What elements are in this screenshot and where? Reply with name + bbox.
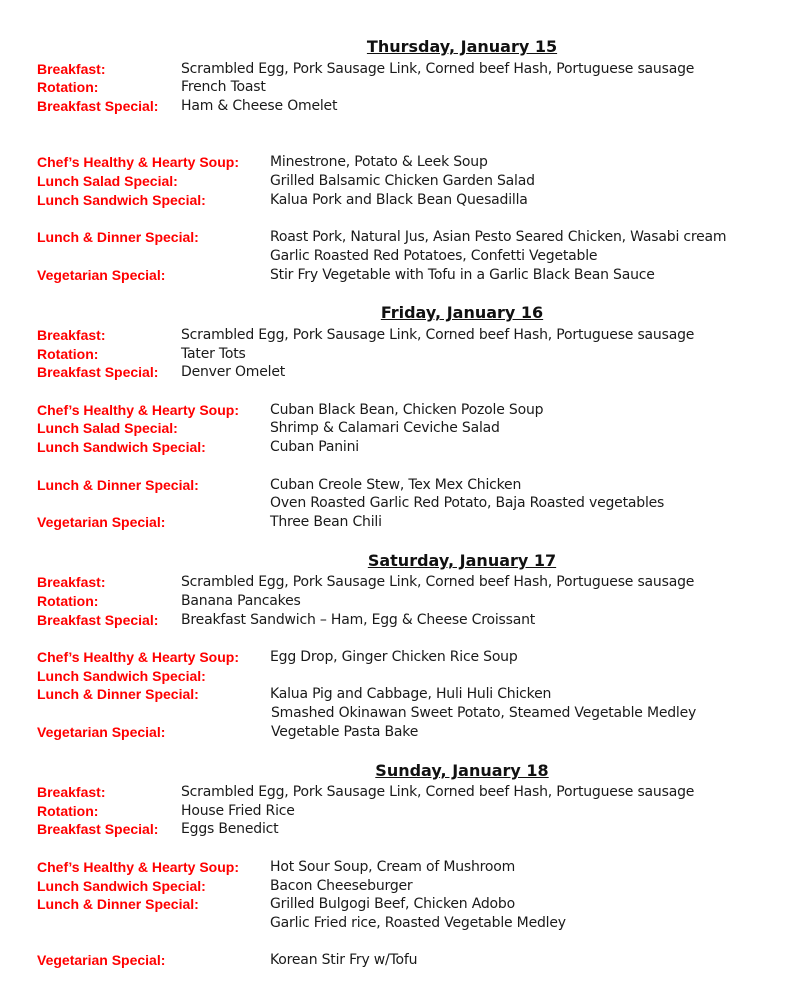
lunch-dinner-value-line2: Garlic Fried rice, Roasted Vegetable Medley — [270, 915, 566, 931]
breakfast-label: Breakfast: — [37, 784, 106, 800]
lunch-dinner-value-line1: Cuban Creole Stew, Tex Mex Chicken — [270, 477, 522, 493]
breakfast-label: Breakfast: — [37, 574, 106, 590]
vegetarian-label: Vegetarian Special: — [37, 724, 166, 740]
soup-value: Cuban Black Bean, Chicken Pozole Soup — [270, 402, 544, 418]
breakfast-special-label: Breakfast Special: — [37, 364, 159, 380]
lunch-dinner-value-line2: Garlic Roasted Red Potatoes, Confetti Vegetable — [270, 248, 598, 264]
soup-label: Chef’s Healthy & Hearty Soup: — [37, 402, 239, 418]
lunch-dinner-label: Lunch & Dinner Special: — [37, 686, 199, 702]
breakfast-value: Scrambled Egg, Pork Sausage Link, Corned beef Hash, Portuguese sausage — [181, 574, 695, 590]
day-title: Thursday, January 15 — [366, 37, 558, 56]
lunch-sandwich-label: Lunch Sandwich Special: — [37, 192, 206, 208]
lunch-sandwich-value: Cuban Panini — [270, 439, 359, 455]
breakfast-value: Scrambled Egg, Pork Sausage Link, Corned beef Hash, Portuguese sausage — [181, 61, 695, 77]
breakfast-special-value: Breakfast Sandwich – Ham, Egg & Cheese Croissant — [181, 612, 536, 628]
lunch-sandwich-label: Lunch Sandwich Special: — [37, 439, 206, 455]
breakfast-special-label: Breakfast Special: — [37, 612, 159, 628]
day-title: Friday, January 16 — [380, 303, 544, 322]
lunch-dinner-value-line2: Oven Roasted Garlic Red Potato, Baja Roasted vegetables — [270, 495, 665, 511]
vegetarian-label: Vegetarian Special: — [37, 952, 166, 968]
rotation-value: Tater Tots — [181, 346, 246, 362]
rotation-label: Rotation: — [37, 346, 99, 362]
vegetarian-label: Vegetarian Special: — [37, 514, 166, 530]
lunch-dinner-value-line2: Smashed Okinawan Sweet Potato, Steamed Vegetable Medley — [271, 705, 697, 721]
breakfast-value: Scrambled Egg, Pork Sausage Link, Corned beef Hash, Portuguese sausage — [181, 784, 695, 800]
lunch-dinner-value-line1: Kalua Pig and Cabbage, Huli Huli Chicken — [270, 686, 552, 702]
vegetarian-label: Vegetarian Special: — [37, 267, 166, 283]
lunch-sandwich-label: Lunch Sandwich Special: — [37, 668, 206, 684]
breakfast-special-value: Ham & Cheese Omelet — [181, 98, 338, 114]
breakfast-special-value: Eggs Benedict — [181, 821, 279, 837]
lunch-dinner-label: Lunch & Dinner Special: — [37, 896, 199, 912]
vegetarian-value: Stir Fry Vegetable with Tofu in a Garlic Black Bean Sauce — [270, 267, 655, 283]
breakfast-special-label: Breakfast Special: — [37, 98, 159, 114]
vegetarian-value: Three Bean Chili — [270, 514, 382, 530]
soup-label: Chef’s Healthy & Hearty Soup: — [37, 649, 239, 665]
soup-value: Egg Drop, Ginger Chicken Rice Soup — [270, 649, 518, 665]
soup-label: Chef’s Healthy & Hearty Soup: — [37, 154, 239, 170]
day-title: Saturday, January 17 — [367, 551, 557, 570]
vegetarian-value: Vegetable Pasta Bake — [271, 724, 419, 740]
soup-label: Chef’s Healthy & Hearty Soup: — [37, 859, 239, 875]
lunch-salad-label: Lunch Salad Special: — [37, 173, 178, 189]
soup-value: Hot Sour Soup, Cream of Mushroom — [270, 859, 516, 875]
lunch-sandwich-label: Lunch Sandwich Special: — [37, 878, 206, 894]
breakfast-label: Breakfast: — [37, 327, 106, 343]
breakfast-label: Breakfast: — [37, 61, 106, 77]
lunch-dinner-label: Lunch & Dinner Special: — [37, 229, 199, 245]
breakfast-special-label: Breakfast Special: — [37, 821, 159, 837]
lunch-salad-label: Lunch Salad Special: — [37, 420, 178, 436]
rotation-value: Banana Pancakes — [181, 593, 301, 609]
rotation-label: Rotation: — [37, 79, 99, 95]
lunch-dinner-label: Lunch & Dinner Special: — [37, 477, 199, 493]
lunch-dinner-value-line1: Grilled Bulgogi Beef, Chicken Adobo — [270, 896, 515, 912]
lunch-salad-value: Shrimp & Calamari Ceviche Salad — [270, 420, 500, 436]
vegetarian-value: Korean Stir Fry w/Tofu — [270, 952, 418, 968]
lunch-dinner-value-line1: Roast Pork, Natural Jus, Asian Pesto Seared Chicken, Wasabi cream — [270, 229, 727, 245]
rotation-value: French Toast — [181, 79, 266, 95]
day-title: Sunday, January 18 — [375, 761, 549, 780]
lunch-sandwich-value: Kalua Pork and Black Bean Quesadilla — [270, 192, 528, 208]
rotation-label: Rotation: — [37, 803, 99, 819]
soup-value: Minestrone, Potato & Leek Soup — [270, 154, 488, 170]
rotation-value: House Fried Rice — [181, 803, 295, 819]
breakfast-value: Scrambled Egg, Pork Sausage Link, Corned beef Hash, Portuguese sausage — [181, 327, 695, 343]
lunch-salad-value: Grilled Balsamic Chicken Garden Salad — [270, 173, 535, 189]
lunch-sandwich-value: Bacon Cheeseburger — [270, 878, 413, 894]
rotation-label: Rotation: — [37, 593, 99, 609]
breakfast-special-value: Denver Omelet — [181, 364, 286, 380]
